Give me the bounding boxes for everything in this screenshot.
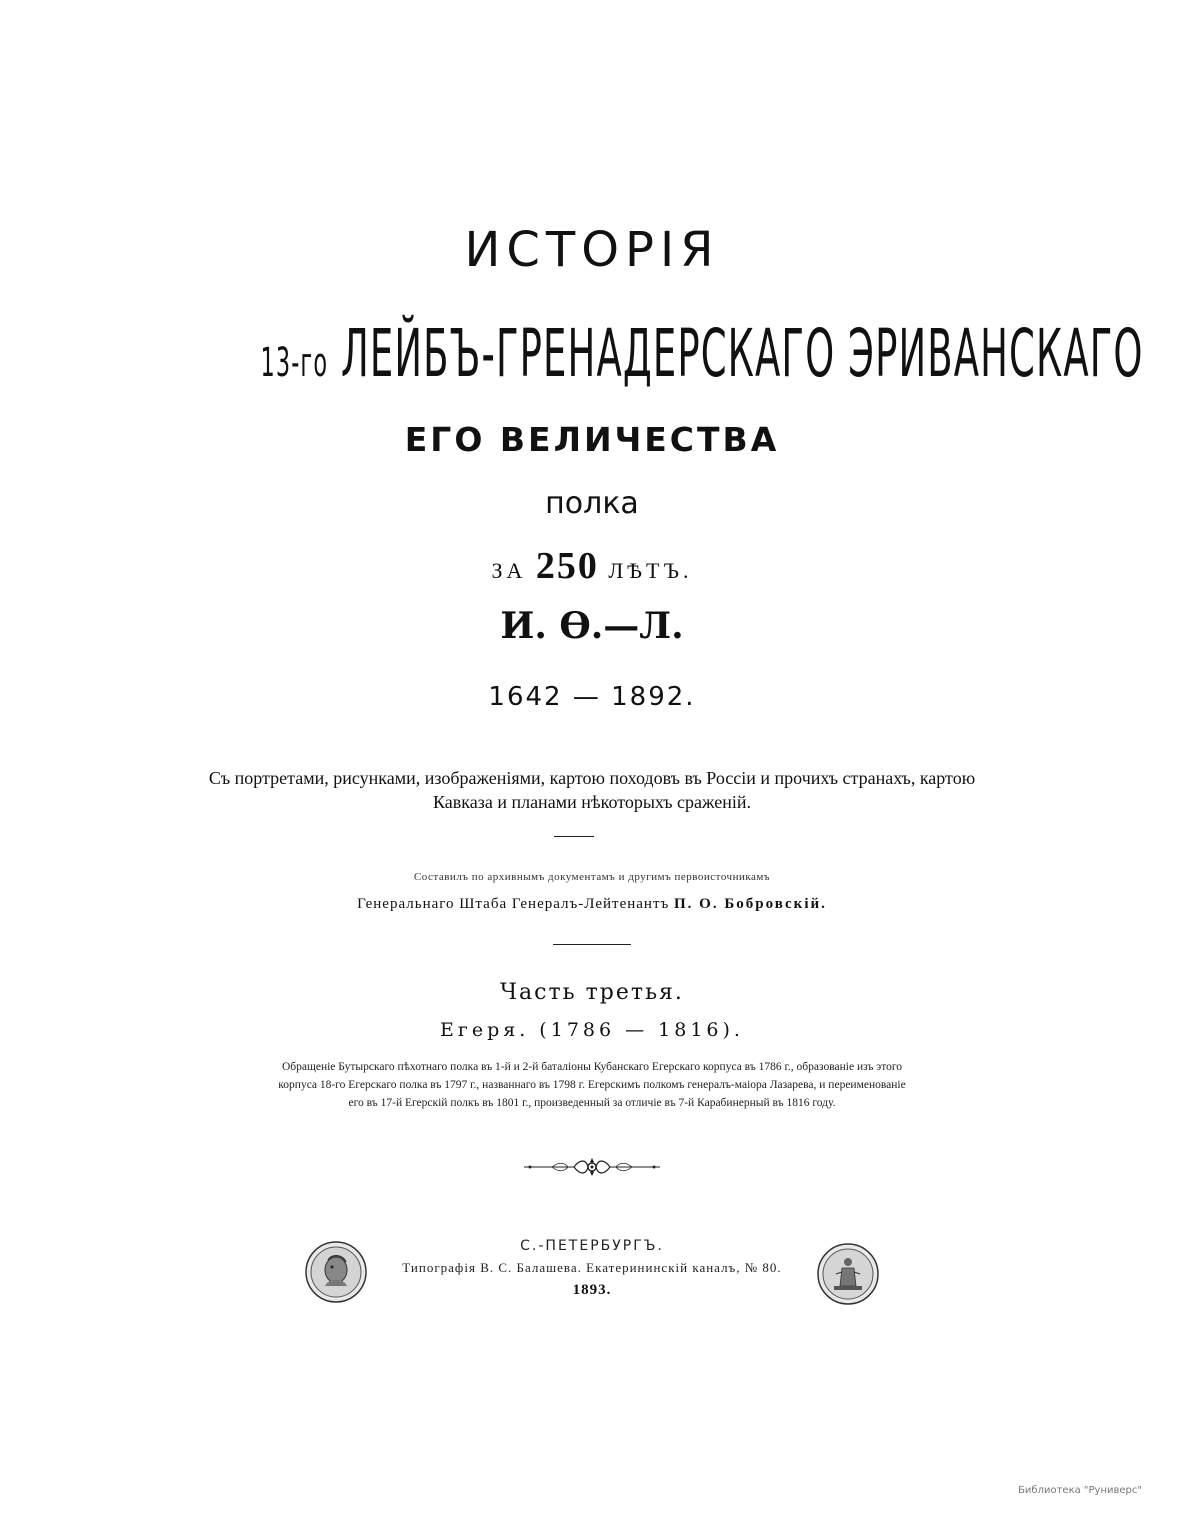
figure-medal-icon bbox=[816, 1242, 880, 1306]
imprint-printer: Типографія В. С. Балашева. Екатерининскій каналъ, № 80. bbox=[402, 1260, 782, 1275]
title-line-majesty: ЕГО ВЕЛИЧЕСТВА bbox=[404, 420, 780, 459]
regiment-number: 13-го bbox=[260, 340, 329, 386]
title-line-years-count bbox=[0, 546, 1184, 591]
description-line-2: Кавказа и планами нѣкоторыхъ сраженій. bbox=[433, 792, 751, 812]
summary-line-3: его въ 17-й Егерскій полкъ въ 1801 г., произведенный за отличіе въ 7-й Карабинерный въ 1816 году. bbox=[348, 1097, 836, 1109]
author-name: П. О. Бобровскій. bbox=[674, 896, 827, 912]
rule-divider bbox=[553, 944, 631, 945]
za-text: ЗА bbox=[491, 558, 527, 583]
summary-line-1: Обращеніе Бутырскаго пѣхотнаго полка въ 1-й и 2-й баталіоны Кубанскаго Егерскаго корпуса въ 1786 г., образованіе изъ этого bbox=[281, 1061, 903, 1073]
title-line-regiment bbox=[260, 315, 1144, 399]
description bbox=[0, 766, 1184, 814]
short-divider bbox=[554, 836, 594, 837]
ornament-divider-icon bbox=[522, 1156, 662, 1178]
regiment-name: ЛЕЙБЪ-ГРЕНАДЕРСКАГО ЭРИВАНСКАГО bbox=[341, 315, 1144, 392]
part-summary bbox=[0, 1058, 1184, 1112]
let-text: ЛѢТЪ. bbox=[608, 558, 693, 583]
monogram: И. Ѳ.—Л. bbox=[500, 605, 684, 647]
description-line-1: Съ портретами, рисунками, изображеніями, картою походовъ въ Россіи и прочихъ странахъ, картою bbox=[208, 768, 976, 788]
summary-line-2: корпуса 18-го Егерскаго полка въ 1797 г., названнаго въ 1798 г. Егерскимъ полкомъ генералъ-маіора Лазарева, и переименованіе bbox=[278, 1079, 906, 1091]
years-count-number: 250 bbox=[535, 545, 599, 587]
library-watermark: Библиотека "Руниверс" bbox=[1018, 1485, 1142, 1496]
part-subtitle: Егеря. (1786 — 1816). bbox=[440, 1019, 744, 1041]
years-range: 1642 — 1892. bbox=[488, 682, 696, 712]
part-title: Часть третья. bbox=[500, 980, 684, 1005]
author-line bbox=[0, 894, 1184, 914]
title-line-history: ИСТОРІЯ bbox=[464, 222, 720, 278]
imprint-year: 1893. bbox=[572, 1282, 612, 1298]
author-rank: Генеральнаго Штаба Генералъ-Лейтенантъ bbox=[357, 896, 670, 912]
imprint-city: С.-ПЕТЕРБУРГЪ. bbox=[520, 1238, 664, 1254]
title-line-polka: полка bbox=[545, 486, 639, 521]
compiled-by-line: Составилъ по архивнымъ документамъ и другимъ первоисточникамъ bbox=[413, 871, 771, 883]
